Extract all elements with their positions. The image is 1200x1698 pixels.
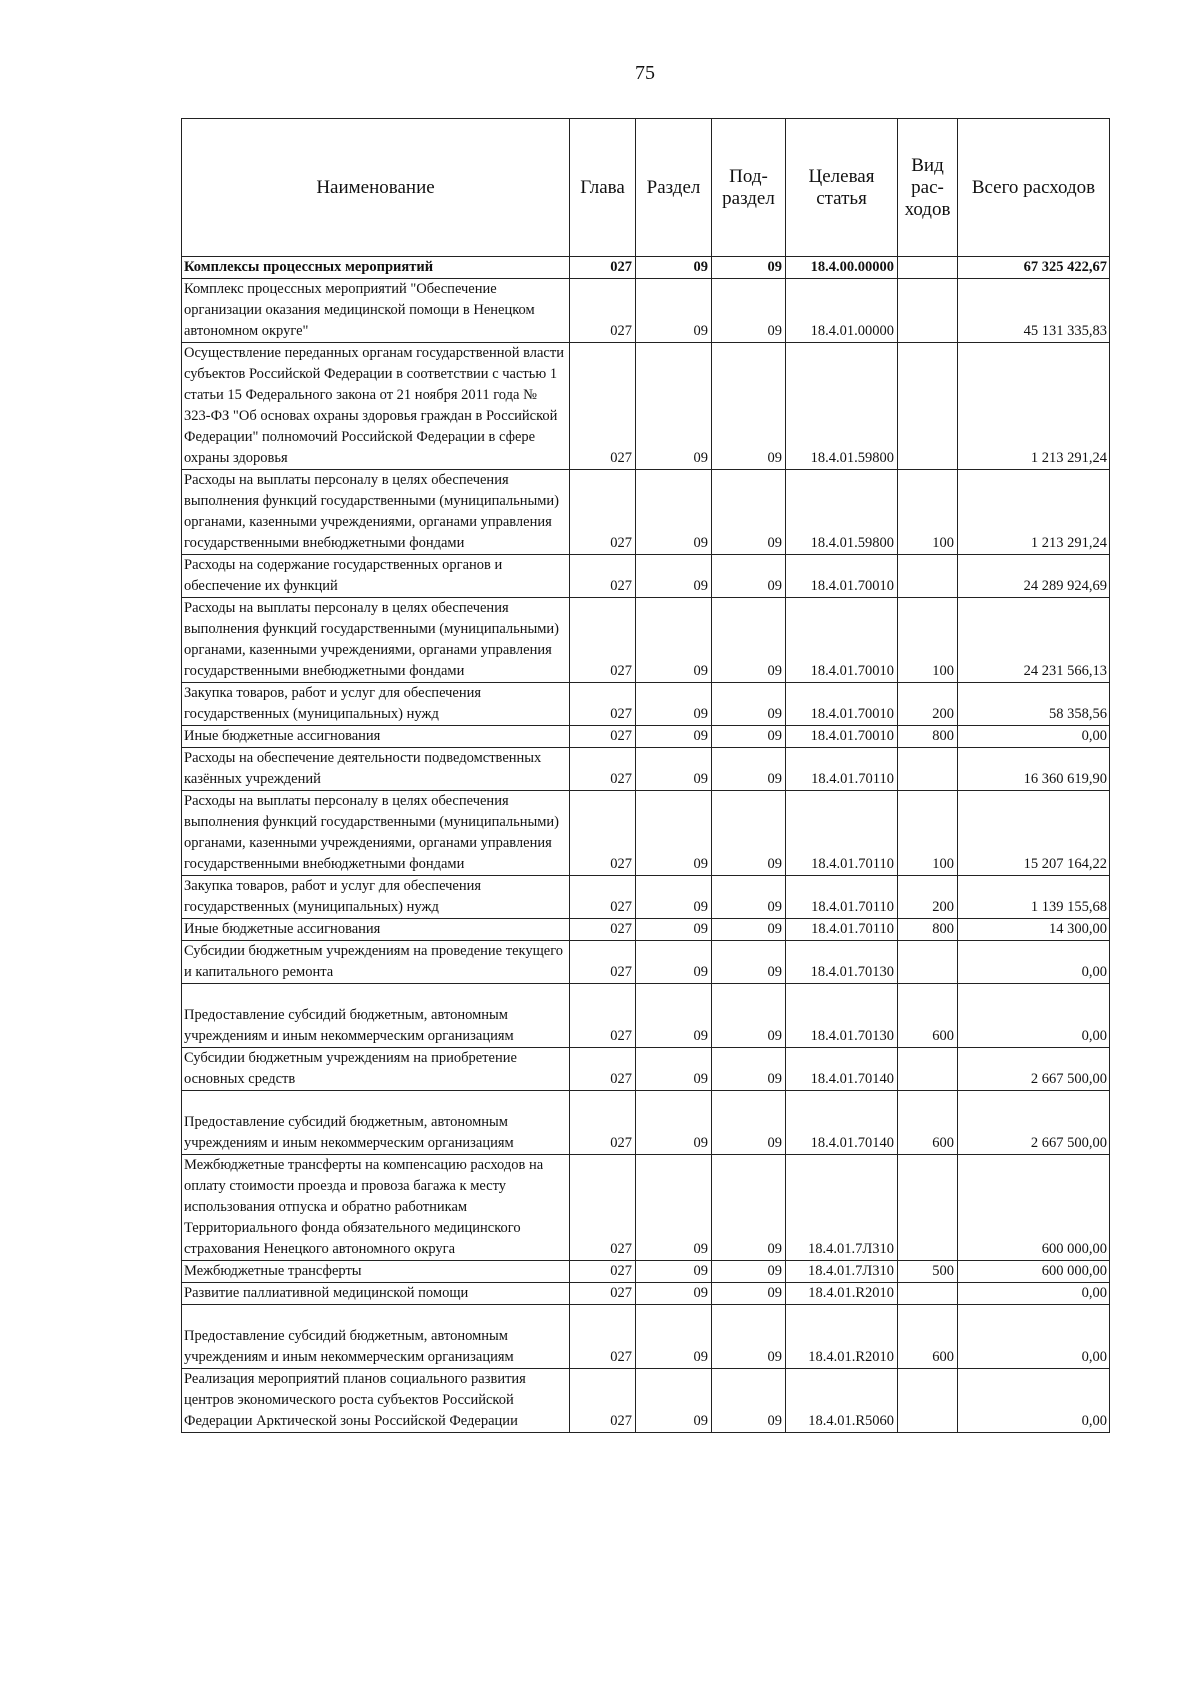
header-section: Раздел [636,119,712,257]
cell-target: 18.4.01.70110 [786,748,898,791]
table-row [182,1283,1110,1305]
table-row [182,1369,1110,1433]
cell-section: 09 [636,683,712,726]
table-row [182,1091,1110,1155]
cell-kind [898,343,958,470]
cell-section: 09 [636,1261,712,1283]
cell-subsection: 09 [712,1155,786,1261]
cell-chapter: 027 [570,598,636,683]
cell-kind [898,555,958,598]
cell-kind: 100 [898,470,958,555]
cell-name: Закупка товаров, работ и услуг для обеспечения государственных (муниципальных) нужд [182,683,570,726]
cell-target: 18.4.01.59800 [786,470,898,555]
budget-table [181,118,1110,1433]
cell-chapter: 027 [570,919,636,941]
cell-name: Расходы на обеспечение деятельности подведомственных казённых учреждений [182,748,570,791]
cell-target: 18.4.01.70010 [786,683,898,726]
cell-target: 18.4.01.70140 [786,1091,898,1155]
cell-subsection: 09 [712,343,786,470]
table-row [182,1048,1110,1091]
cell-section: 09 [636,257,712,279]
cell-subsection: 09 [712,984,786,1048]
cell-name: Субсидии бюджетным учреждениям на проведение текущего и капитального ремонта [182,941,570,984]
cell-subsection: 09 [712,919,786,941]
cell-name: Расходы на выплаты персоналу в целях обеспечения выполнения функций государственными (муниципальными) органами, казенными учреждениями, органами управления государственными внебюджетными фондами [182,791,570,876]
header-name: Наименование [182,119,570,257]
cell-subsection: 09 [712,1261,786,1283]
cell-total: 1 213 291,24 [958,470,1110,555]
header-chapter: Глава [570,119,636,257]
table-row [182,941,1110,984]
cell-section: 09 [636,726,712,748]
cell-subsection: 09 [712,683,786,726]
cell-subsection: 09 [712,1048,786,1091]
cell-name: Расходы на выплаты персоналу в целях обеспечения выполнения функций государственными (муниципальными) органами, казенными учреждениями, органами управления государственными внебюджетными фондами [182,470,570,555]
cell-kind: 100 [898,791,958,876]
cell-target: 18.4.01.70010 [786,555,898,598]
cell-kind: 500 [898,1261,958,1283]
cell-chapter: 027 [570,726,636,748]
cell-target: 18.4.01.59800 [786,343,898,470]
cell-kind [898,257,958,279]
cell-chapter: 027 [570,876,636,919]
cell-total: 15 207 164,22 [958,791,1110,876]
table-row [182,984,1110,1048]
table-row [182,876,1110,919]
table-row [182,1261,1110,1283]
cell-name: Осуществление переданных органам государственной власти субъектов Российской Федерации в соответствии с частью 1 статьи 15 Федерального закона от 21 ноября 2011 года № 323-ФЗ "Об основах охраны здоровья граждан в Российской Федерации" полномочий Российской Федерации в сфере охраны здоровья [182,343,570,470]
table-row [182,343,1110,470]
cell-subsection: 09 [712,791,786,876]
cell-target: 18.4.01.70110 [786,791,898,876]
header-target: Целевая статья [786,119,898,257]
cell-total: 0,00 [958,1283,1110,1305]
cell-kind [898,1048,958,1091]
cell-target: 18.4.01.70110 [786,919,898,941]
cell-name: Межбюджетные трансферты на компенсацию расходов на оплату стоимости проезда и провоза багажа к месту использования отпуска и обратно работникам Территориального фонда обязательного медицинского страхования Ненецкого автономного округа [182,1155,570,1261]
cell-section: 09 [636,1048,712,1091]
cell-total: 0,00 [958,1369,1110,1433]
cell-target: 18.4.01.70010 [786,598,898,683]
cell-kind: 200 [898,876,958,919]
cell-subsection: 09 [712,876,786,919]
cell-name: Иные бюджетные ассигнования [182,726,570,748]
cell-kind [898,279,958,343]
cell-chapter: 027 [570,1369,636,1433]
cell-kind: 100 [898,598,958,683]
table-row [182,257,1110,279]
cell-total: 2 667 500,00 [958,1091,1110,1155]
cell-name: Комплексы процессных мероприятий [182,257,570,279]
header-total: Всего расходов [958,119,1110,257]
cell-section: 09 [636,1305,712,1369]
cell-name: Расходы на выплаты персоналу в целях обеспечения выполнения функций государственными (муниципальными) органами, казенными учреждениями, органами управления государственными внебюджетными фондами [182,598,570,683]
cell-target: 18.4.01.7Л310 [786,1261,898,1283]
table-header-row [182,119,1110,257]
cell-total: 16 360 619,90 [958,748,1110,791]
cell-subsection: 09 [712,555,786,598]
cell-chapter: 027 [570,555,636,598]
cell-target: 18.4.01.70130 [786,941,898,984]
cell-name: Предоставление субсидий бюджетным, автономным учреждениям и иным некоммерческим организациям [182,1091,570,1155]
cell-chapter: 027 [570,1305,636,1369]
table-row [182,1155,1110,1261]
cell-total: 58 358,56 [958,683,1110,726]
table-row [182,791,1110,876]
cell-total: 45 131 335,83 [958,279,1110,343]
cell-section: 09 [636,941,712,984]
cell-target: 18.4.00.00000 [786,257,898,279]
cell-subsection: 09 [712,941,786,984]
cell-chapter: 027 [570,279,636,343]
cell-name: Межбюджетные трансферты [182,1261,570,1283]
header-subsection: Под- раздел [712,119,786,257]
cell-section: 09 [636,470,712,555]
cell-section: 09 [636,555,712,598]
cell-total: 2 667 500,00 [958,1048,1110,1091]
cell-name: Реализация мероприятий планов социального развития центров экономического роста субъектов Российской Федерации Арктической зоны Российской Федерации [182,1369,570,1433]
cell-total: 600 000,00 [958,1261,1110,1283]
cell-chapter: 027 [570,683,636,726]
cell-target: 18.4.01.R2010 [786,1305,898,1369]
cell-chapter: 027 [570,748,636,791]
cell-subsection: 09 [712,598,786,683]
cell-chapter: 027 [570,791,636,876]
cell-target: 18.4.01.00000 [786,279,898,343]
cell-total: 0,00 [958,941,1110,984]
cell-chapter: 027 [570,984,636,1048]
cell-target: 18.4.01.7Л310 [786,1155,898,1261]
cell-total: 24 231 566,13 [958,598,1110,683]
cell-total: 1 139 155,68 [958,876,1110,919]
table-row [182,598,1110,683]
cell-subsection: 09 [712,1283,786,1305]
table-row [182,683,1110,726]
cell-section: 09 [636,919,712,941]
cell-total: 0,00 [958,726,1110,748]
cell-section: 09 [636,876,712,919]
table-row [182,726,1110,748]
cell-section: 09 [636,1155,712,1261]
cell-kind: 200 [898,683,958,726]
cell-total: 0,00 [958,1305,1110,1369]
cell-section: 09 [636,279,712,343]
header-kind: Вид рас- ходов [898,119,958,257]
cell-chapter: 027 [570,1261,636,1283]
table-row [182,555,1110,598]
cell-section: 09 [636,1369,712,1433]
cell-chapter: 027 [570,1155,636,1261]
cell-subsection: 09 [712,257,786,279]
cell-total: 24 289 924,69 [958,555,1110,598]
cell-section: 09 [636,598,712,683]
cell-chapter: 027 [570,470,636,555]
cell-kind [898,1283,958,1305]
table-row [182,748,1110,791]
cell-target: 18.4.01.R5060 [786,1369,898,1433]
cell-target: 18.4.01.70130 [786,984,898,1048]
cell-section: 09 [636,984,712,1048]
cell-kind: 600 [898,1091,958,1155]
table-row [182,919,1110,941]
cell-total: 1 213 291,24 [958,343,1110,470]
cell-chapter: 027 [570,1091,636,1155]
cell-target: 18.4.01.R2010 [786,1283,898,1305]
cell-subsection: 09 [712,748,786,791]
cell-chapter: 027 [570,1283,636,1305]
cell-kind [898,1155,958,1261]
table-row [182,470,1110,555]
cell-kind [898,748,958,791]
cell-section: 09 [636,1091,712,1155]
cell-name: Субсидии бюджетным учреждениям на приобретение основных средств [182,1048,570,1091]
cell-kind [898,1369,958,1433]
cell-chapter: 027 [570,941,636,984]
cell-name: Расходы на содержание государственных органов и обеспечение их функций [182,555,570,598]
cell-section: 09 [636,748,712,791]
cell-name: Иные бюджетные ассигнования [182,919,570,941]
cell-total: 14 300,00 [958,919,1110,941]
cell-total: 67 325 422,67 [958,257,1110,279]
cell-subsection: 09 [712,279,786,343]
cell-name: Развитие паллиативной медицинской помощи [182,1283,570,1305]
cell-chapter: 027 [570,343,636,470]
cell-total: 0,00 [958,984,1110,1048]
cell-subsection: 09 [712,1305,786,1369]
cell-chapter: 027 [570,257,636,279]
cell-subsection: 09 [712,470,786,555]
cell-section: 09 [636,791,712,876]
page-number: 75 [635,62,655,84]
cell-section: 09 [636,343,712,470]
cell-subsection: 09 [712,1091,786,1155]
cell-target: 18.4.01.70110 [786,876,898,919]
cell-target: 18.4.01.70140 [786,1048,898,1091]
cell-subsection: 09 [712,726,786,748]
cell-kind: 800 [898,919,958,941]
cell-total: 600 000,00 [958,1155,1110,1261]
cell-name: Закупка товаров, работ и услуг для обеспечения государственных (муниципальных) нужд [182,876,570,919]
cell-name: Предоставление субсидий бюджетным, автономным учреждениям и иным некоммерческим организациям [182,1305,570,1369]
cell-chapter: 027 [570,1048,636,1091]
cell-name: Предоставление субсидий бюджетным, автономным учреждениям и иным некоммерческим организациям [182,984,570,1048]
cell-target: 18.4.01.70010 [786,726,898,748]
cell-subsection: 09 [712,1369,786,1433]
cell-section: 09 [636,1283,712,1305]
cell-kind: 600 [898,1305,958,1369]
table-row [182,1305,1110,1369]
cell-kind: 600 [898,984,958,1048]
cell-kind [898,941,958,984]
cell-name: Комплекс процессных мероприятий "Обеспечение организации оказания медицинской помощи в Ненецком автономном округе" [182,279,570,343]
cell-kind: 800 [898,726,958,748]
table-row [182,279,1110,343]
